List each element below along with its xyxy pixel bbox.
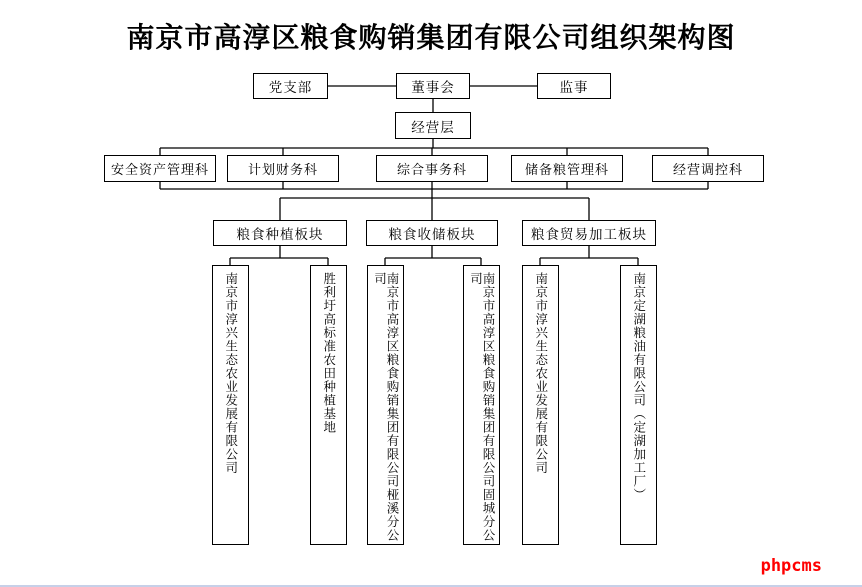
node-label: 南京市高淳区粮食购销集团有限公司桠溪分公司 <box>372 272 400 542</box>
node-party-branch: 党支部 <box>253 73 328 99</box>
node-board-of-directors: 董事会 <box>396 73 470 99</box>
page-title: 南京市高淳区粮食购销集团有限公司组织架构图 <box>126 21 736 54</box>
node-label: 南京市淳兴生态农业发展有限公司 <box>223 272 239 475</box>
node-block-grain-trade-processing: 粮食贸易加工板块 <box>522 220 656 246</box>
node-dept-reserve-grain: 储备粮管理科 <box>511 155 623 182</box>
node-dept-general-affairs: 综合事务科 <box>376 155 488 182</box>
phpcms-watermark: phpcms <box>760 556 822 576</box>
node-dept-planning-finance: 计划财务科 <box>227 155 339 182</box>
node-dept-operation-control: 经营调控科 <box>652 155 764 182</box>
node-gucheng-branch <box>463 265 500 545</box>
node-company-chunxing-agriculture-1 <box>212 265 249 545</box>
node-block-grain-storage: 粮食收储板块 <box>366 220 498 246</box>
node-shengliwei-farmland-base <box>310 265 347 545</box>
node-label: 南京市高淳区粮食购销集团有限公司固城分公司 <box>468 272 496 542</box>
node-supervisor: 监事 <box>537 73 611 99</box>
node-management-layer: 经营层 <box>395 112 471 139</box>
node-label: 胜利圩高标准农田种植基地 <box>321 272 337 434</box>
node-dept-safety-assets: 安全资产管理科 <box>104 155 216 182</box>
node-yaxi-branch <box>367 265 404 545</box>
node-company-chunxing-agriculture-2 <box>522 265 559 545</box>
node-label: 南京市淳兴生态农业发展有限公司 <box>533 272 549 475</box>
node-label: 南京定湖粮油有限公司（定湖加工厂） <box>631 272 647 502</box>
node-dinghu-grain-oil <box>620 265 657 545</box>
node-block-grain-planting: 粮食种植板块 <box>213 220 347 246</box>
